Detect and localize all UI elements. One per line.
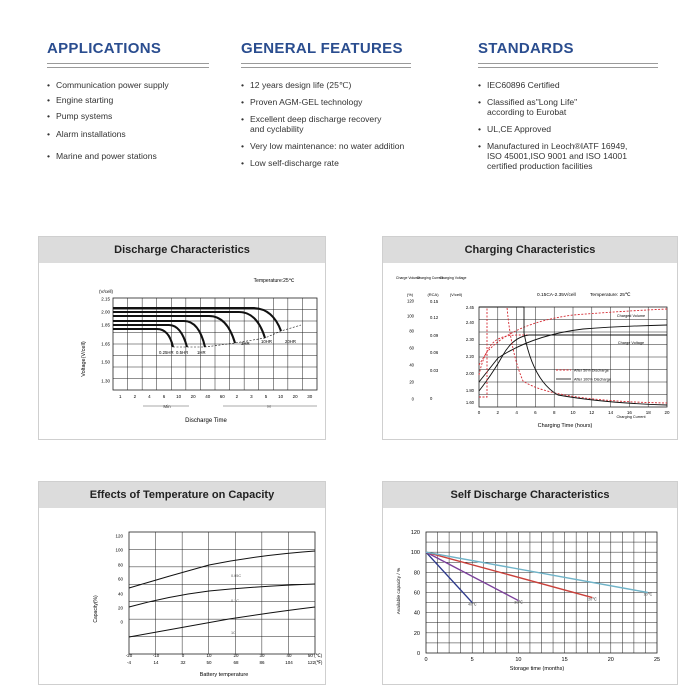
volume-tick-label: 0 bbox=[411, 396, 414, 402]
discharge-title: Discharge Characteristics bbox=[39, 237, 325, 263]
x-tick-label: 32 bbox=[180, 660, 186, 665]
x-tick-label: 50 bbox=[206, 660, 212, 665]
x-tick-label: 20 bbox=[664, 410, 670, 415]
current-tick-label: 0.03 bbox=[430, 368, 439, 373]
y-tick-label: 120 bbox=[115, 533, 123, 539]
x-tick-label: 12 bbox=[589, 410, 595, 415]
temperature-chart bbox=[39, 508, 325, 684]
fahrenheit-ticks bbox=[127, 660, 323, 665]
current-tick-label: 0.15 bbox=[430, 299, 439, 304]
discharge-x-ticks bbox=[119, 394, 313, 399]
y-tick-label: 100 bbox=[410, 550, 420, 557]
volume-tick-label: 60 bbox=[409, 345, 414, 351]
charging-xlabel: Charging Time (hours) bbox=[537, 423, 593, 429]
curve-label: Charging Current bbox=[616, 415, 646, 419]
self-discharge-chart bbox=[383, 508, 677, 684]
x-tick-label: 20 bbox=[233, 653, 239, 658]
curve-label: 10℃ bbox=[643, 592, 653, 597]
temperature-title: Effects of Temperature on Capacity bbox=[39, 482, 325, 508]
y-tick-label: 20 bbox=[413, 630, 420, 637]
self-discharge-panel bbox=[382, 481, 678, 685]
voltage-tick-label: 2.20 bbox=[465, 354, 474, 359]
curve-label: 0.5HR bbox=[176, 350, 189, 355]
x-tick-label: 0 bbox=[477, 410, 481, 415]
self-discharge-line bbox=[426, 552, 592, 597]
col-unit-current: (RCA) bbox=[427, 292, 439, 297]
x-tick-label: 60 bbox=[219, 394, 225, 399]
curve-label: 0.25HR bbox=[159, 350, 174, 355]
standards-section bbox=[478, 40, 658, 171]
y-tick-label: 0 bbox=[416, 651, 420, 657]
curve-label: 10HR bbox=[261, 339, 272, 344]
x-tick-label: 20 bbox=[190, 394, 196, 399]
volume-tick-label: 40 bbox=[409, 362, 414, 368]
charging-temperature: Temperature: 25℃ bbox=[590, 293, 631, 298]
discharge-panel bbox=[38, 236, 326, 440]
current-tick-label: 0.12 bbox=[430, 315, 439, 320]
x-unit-min: Min bbox=[163, 404, 171, 409]
list-item: • Low self-discharge rate bbox=[241, 158, 411, 168]
volume-tick-label: 100 bbox=[407, 313, 414, 319]
discharge-curves bbox=[113, 308, 301, 347]
x-tick-label: 68 bbox=[233, 660, 239, 665]
list-item: • Engine starting bbox=[47, 95, 209, 105]
end-voltage-line bbox=[173, 325, 301, 347]
current-tick-label: 0.06 bbox=[430, 350, 439, 355]
charging-chart bbox=[383, 263, 677, 439]
list-item: • UL,CE Approved bbox=[478, 124, 658, 134]
x-tick-label: 6 bbox=[534, 410, 537, 415]
list-item: • Communication power supply bbox=[47, 80, 209, 90]
list-item: • Excellent deep discharge recovery and cyclability bbox=[241, 114, 411, 134]
y-tick-label: 40 bbox=[413, 610, 420, 617]
x-tick-label: 25 bbox=[653, 657, 661, 663]
capacity-curve-005c bbox=[129, 551, 315, 588]
self-discharge-curve-labels bbox=[468, 593, 653, 607]
curve-label: Charged Volume bbox=[616, 314, 646, 318]
x-tick-label: 3 bbox=[250, 394, 253, 399]
curve-label: 0.05C bbox=[231, 574, 242, 578]
col-header-voltage: Charging Voltage bbox=[439, 276, 467, 280]
discharge-curve bbox=[113, 329, 173, 347]
y-tick-label: 80 bbox=[117, 562, 123, 568]
standards-title: STANDARDS bbox=[478, 40, 574, 57]
y-tick-label: 0 bbox=[120, 619, 123, 625]
x-tick-label: 4 bbox=[148, 394, 151, 399]
temperature-curves bbox=[129, 551, 315, 637]
voltage-tick-label: 1.60 bbox=[465, 400, 474, 405]
self-discharge-grid bbox=[426, 532, 657, 653]
y-tick-label: 80 bbox=[413, 570, 420, 577]
list-item: • Pump systems bbox=[47, 111, 209, 121]
x-tick-label: 2 bbox=[496, 410, 500, 415]
x-tick-label: 5 bbox=[264, 394, 268, 399]
x-tick-label: 40 bbox=[205, 394, 211, 399]
x-tick-label: -20 bbox=[125, 653, 133, 658]
x-tick-label: 14 bbox=[608, 410, 614, 415]
x-tick-label: 30 bbox=[259, 653, 265, 658]
x-unit-h: H bbox=[267, 404, 271, 409]
curve-label: 1C bbox=[231, 631, 236, 635]
curve-label: 1HR bbox=[197, 350, 206, 355]
standards-list bbox=[478, 80, 658, 171]
x-tick-label: 1 bbox=[119, 394, 122, 399]
charging-title: Charging Characteristics bbox=[383, 237, 677, 263]
voltage-tick-label: 2.40 bbox=[465, 320, 474, 325]
self-discharge-x-ticks bbox=[424, 657, 660, 663]
discharge-ylabel: Voltage(V/cell) bbox=[81, 341, 87, 377]
y-tick-label: 1.30 bbox=[101, 378, 110, 384]
y-tick-label: 2.00 bbox=[101, 309, 110, 315]
charging-panel bbox=[382, 236, 678, 440]
x-tick-label: 10 bbox=[515, 657, 522, 663]
applications-rule bbox=[47, 63, 209, 68]
x-tick-label: 18 bbox=[645, 410, 651, 415]
charging-condition: 0.15CA-2.35V/cell bbox=[537, 293, 576, 298]
temperature-frame bbox=[129, 532, 315, 654]
x-tick-label: 2 bbox=[235, 394, 239, 399]
discharge-curve-labels bbox=[159, 339, 296, 355]
curve-label: 40℃ bbox=[467, 602, 477, 607]
x-tick-label: 8 bbox=[552, 410, 556, 415]
x-tick-label: -4 bbox=[126, 660, 132, 665]
features-list bbox=[241, 80, 411, 168]
volume-tick-label: 80 bbox=[409, 328, 414, 334]
x-tick-label: 122(℉) bbox=[307, 660, 323, 665]
self-discharge-y-ticks bbox=[411, 530, 420, 657]
temperature-ylabel: Capacity(%) bbox=[93, 595, 99, 623]
discharge-chart bbox=[39, 263, 325, 439]
y-tick-label: 20 bbox=[117, 605, 123, 611]
col-header-current: Charging Current bbox=[416, 276, 444, 280]
x-tick-label: 50 (℃) bbox=[307, 653, 323, 658]
applications-section bbox=[47, 40, 209, 161]
voltage-tick-label: 2.45 bbox=[465, 305, 474, 310]
col-unit-volume: (%) bbox=[406, 292, 414, 297]
x-tick-label: 30 bbox=[307, 394, 313, 399]
x-tick-label: 16 bbox=[626, 410, 632, 415]
temperature-y-ticks bbox=[115, 534, 123, 625]
x-tick-label: 15 bbox=[561, 657, 568, 663]
x-tick-label: 86 bbox=[259, 660, 265, 665]
applications-list bbox=[47, 80, 209, 161]
x-tick-label: 0 bbox=[181, 653, 185, 658]
features-section bbox=[241, 40, 411, 168]
list-item: • Proven AGM-GEL technology bbox=[241, 97, 411, 107]
discharge-temperature: Temperature:25℃ bbox=[253, 278, 295, 284]
y-tick-label: 2.15 bbox=[101, 296, 110, 302]
y-tick-label: 100 bbox=[115, 547, 123, 553]
temperature-panel bbox=[38, 481, 326, 685]
x-tick-label: 20 bbox=[607, 657, 614, 663]
volume-tick-label: 20 bbox=[409, 379, 414, 385]
list-item: • 12 years design life (25℃) bbox=[241, 80, 411, 90]
volume-tick-label: 120 bbox=[407, 298, 414, 304]
y-tick-label: 40 bbox=[117, 591, 123, 597]
x-tick-label: 4 bbox=[515, 410, 518, 415]
voltage-tick-label: 1.80 bbox=[465, 388, 474, 393]
voltage-tick-label: 2.00 bbox=[465, 371, 474, 376]
self-discharge-xlabel: Storage time (months) bbox=[509, 666, 565, 672]
y-tick-label: 120 bbox=[410, 530, 420, 536]
discharge-y-ticks bbox=[101, 297, 110, 384]
x-tick-label: 104 bbox=[285, 660, 293, 665]
self-discharge-ylabel: Available capacity / % bbox=[397, 567, 402, 615]
standards-rule bbox=[478, 63, 658, 68]
y-tick-label: 1.50 bbox=[101, 359, 110, 365]
x-tick-label: -10 bbox=[152, 653, 160, 658]
current-tick-label: 0.09 bbox=[430, 333, 439, 338]
y-tick-label: 1.85 bbox=[101, 322, 110, 328]
list-item: • Manufactured in Leoch®IATF 16949, ISO 45001,ISO 9001 and ISO 14001 certified production facilities bbox=[478, 141, 658, 171]
list-item: • Very low maintenance: no water addition bbox=[241, 141, 411, 151]
curve-label: 3HR bbox=[241, 341, 250, 346]
legend-label: After 100% Discharge bbox=[574, 377, 611, 382]
curve-label: 30℃ bbox=[514, 600, 523, 605]
list-item: • Alarm installations bbox=[47, 129, 209, 139]
self-discharge-title: Self Discharge Characteristics bbox=[383, 482, 677, 508]
volume-ticks bbox=[407, 299, 415, 402]
temperature-grid bbox=[129, 532, 315, 654]
self-discharge-curves bbox=[426, 552, 648, 602]
features-title: GENERAL FEATURES bbox=[241, 40, 403, 57]
voltage-ticks bbox=[466, 305, 475, 405]
applications-title: APPLICATIONS bbox=[47, 40, 162, 57]
current-tick-label: 0 bbox=[430, 396, 433, 401]
features-rule bbox=[241, 63, 411, 68]
col-unit-voltage: (V/cell) bbox=[449, 292, 463, 297]
charging-grid bbox=[479, 307, 667, 407]
list-item: • Marine and power stations bbox=[47, 151, 209, 161]
x-tick-label: 10 bbox=[570, 410, 576, 415]
x-tick-label: 40 bbox=[286, 653, 292, 658]
curve-label: 20HR bbox=[285, 339, 296, 344]
list-item: • Classified as"Long Life" according to Eurobat bbox=[478, 97, 658, 117]
curve-label: 20℃ bbox=[588, 597, 597, 602]
x-tick-label: 14 bbox=[153, 660, 159, 665]
curve-label: Charge Voltage bbox=[617, 341, 645, 345]
x-tick-label: 0 bbox=[424, 657, 428, 663]
y-tick-label: 1.65 bbox=[101, 341, 110, 347]
legend-label: After 50% Discharge bbox=[574, 368, 609, 373]
x-tick-label: 5 bbox=[470, 657, 474, 663]
voltage-tick-label: 2.30 bbox=[465, 337, 474, 342]
y-tick-label: 60 bbox=[413, 590, 420, 597]
capacity-curve-1c bbox=[129, 607, 315, 637]
x-tick-label: 10 bbox=[278, 394, 284, 399]
x-tick-label: 6 bbox=[162, 394, 166, 399]
col-header-volume: Charge Volume bbox=[395, 276, 421, 280]
charging-legend bbox=[556, 369, 611, 382]
y-tick-label: 60 bbox=[117, 576, 123, 582]
x-tick-label: 10 bbox=[176, 394, 182, 399]
current-ticks bbox=[430, 299, 439, 401]
list-item: • IEC60896 Certified bbox=[478, 80, 658, 90]
capacity-curve-01c bbox=[129, 584, 315, 607]
x-tick-label: 10 bbox=[206, 653, 212, 658]
discharge-xlabel: Discharge Time bbox=[185, 418, 227, 424]
discharge-yunit: (V/cell) bbox=[99, 289, 114, 294]
curve-label: 0.1C bbox=[231, 599, 240, 603]
temperature-xlabel: Battery temperature bbox=[199, 672, 249, 678]
x-tick-label: 2 bbox=[133, 394, 137, 399]
x-tick-label: 20 bbox=[292, 394, 298, 399]
